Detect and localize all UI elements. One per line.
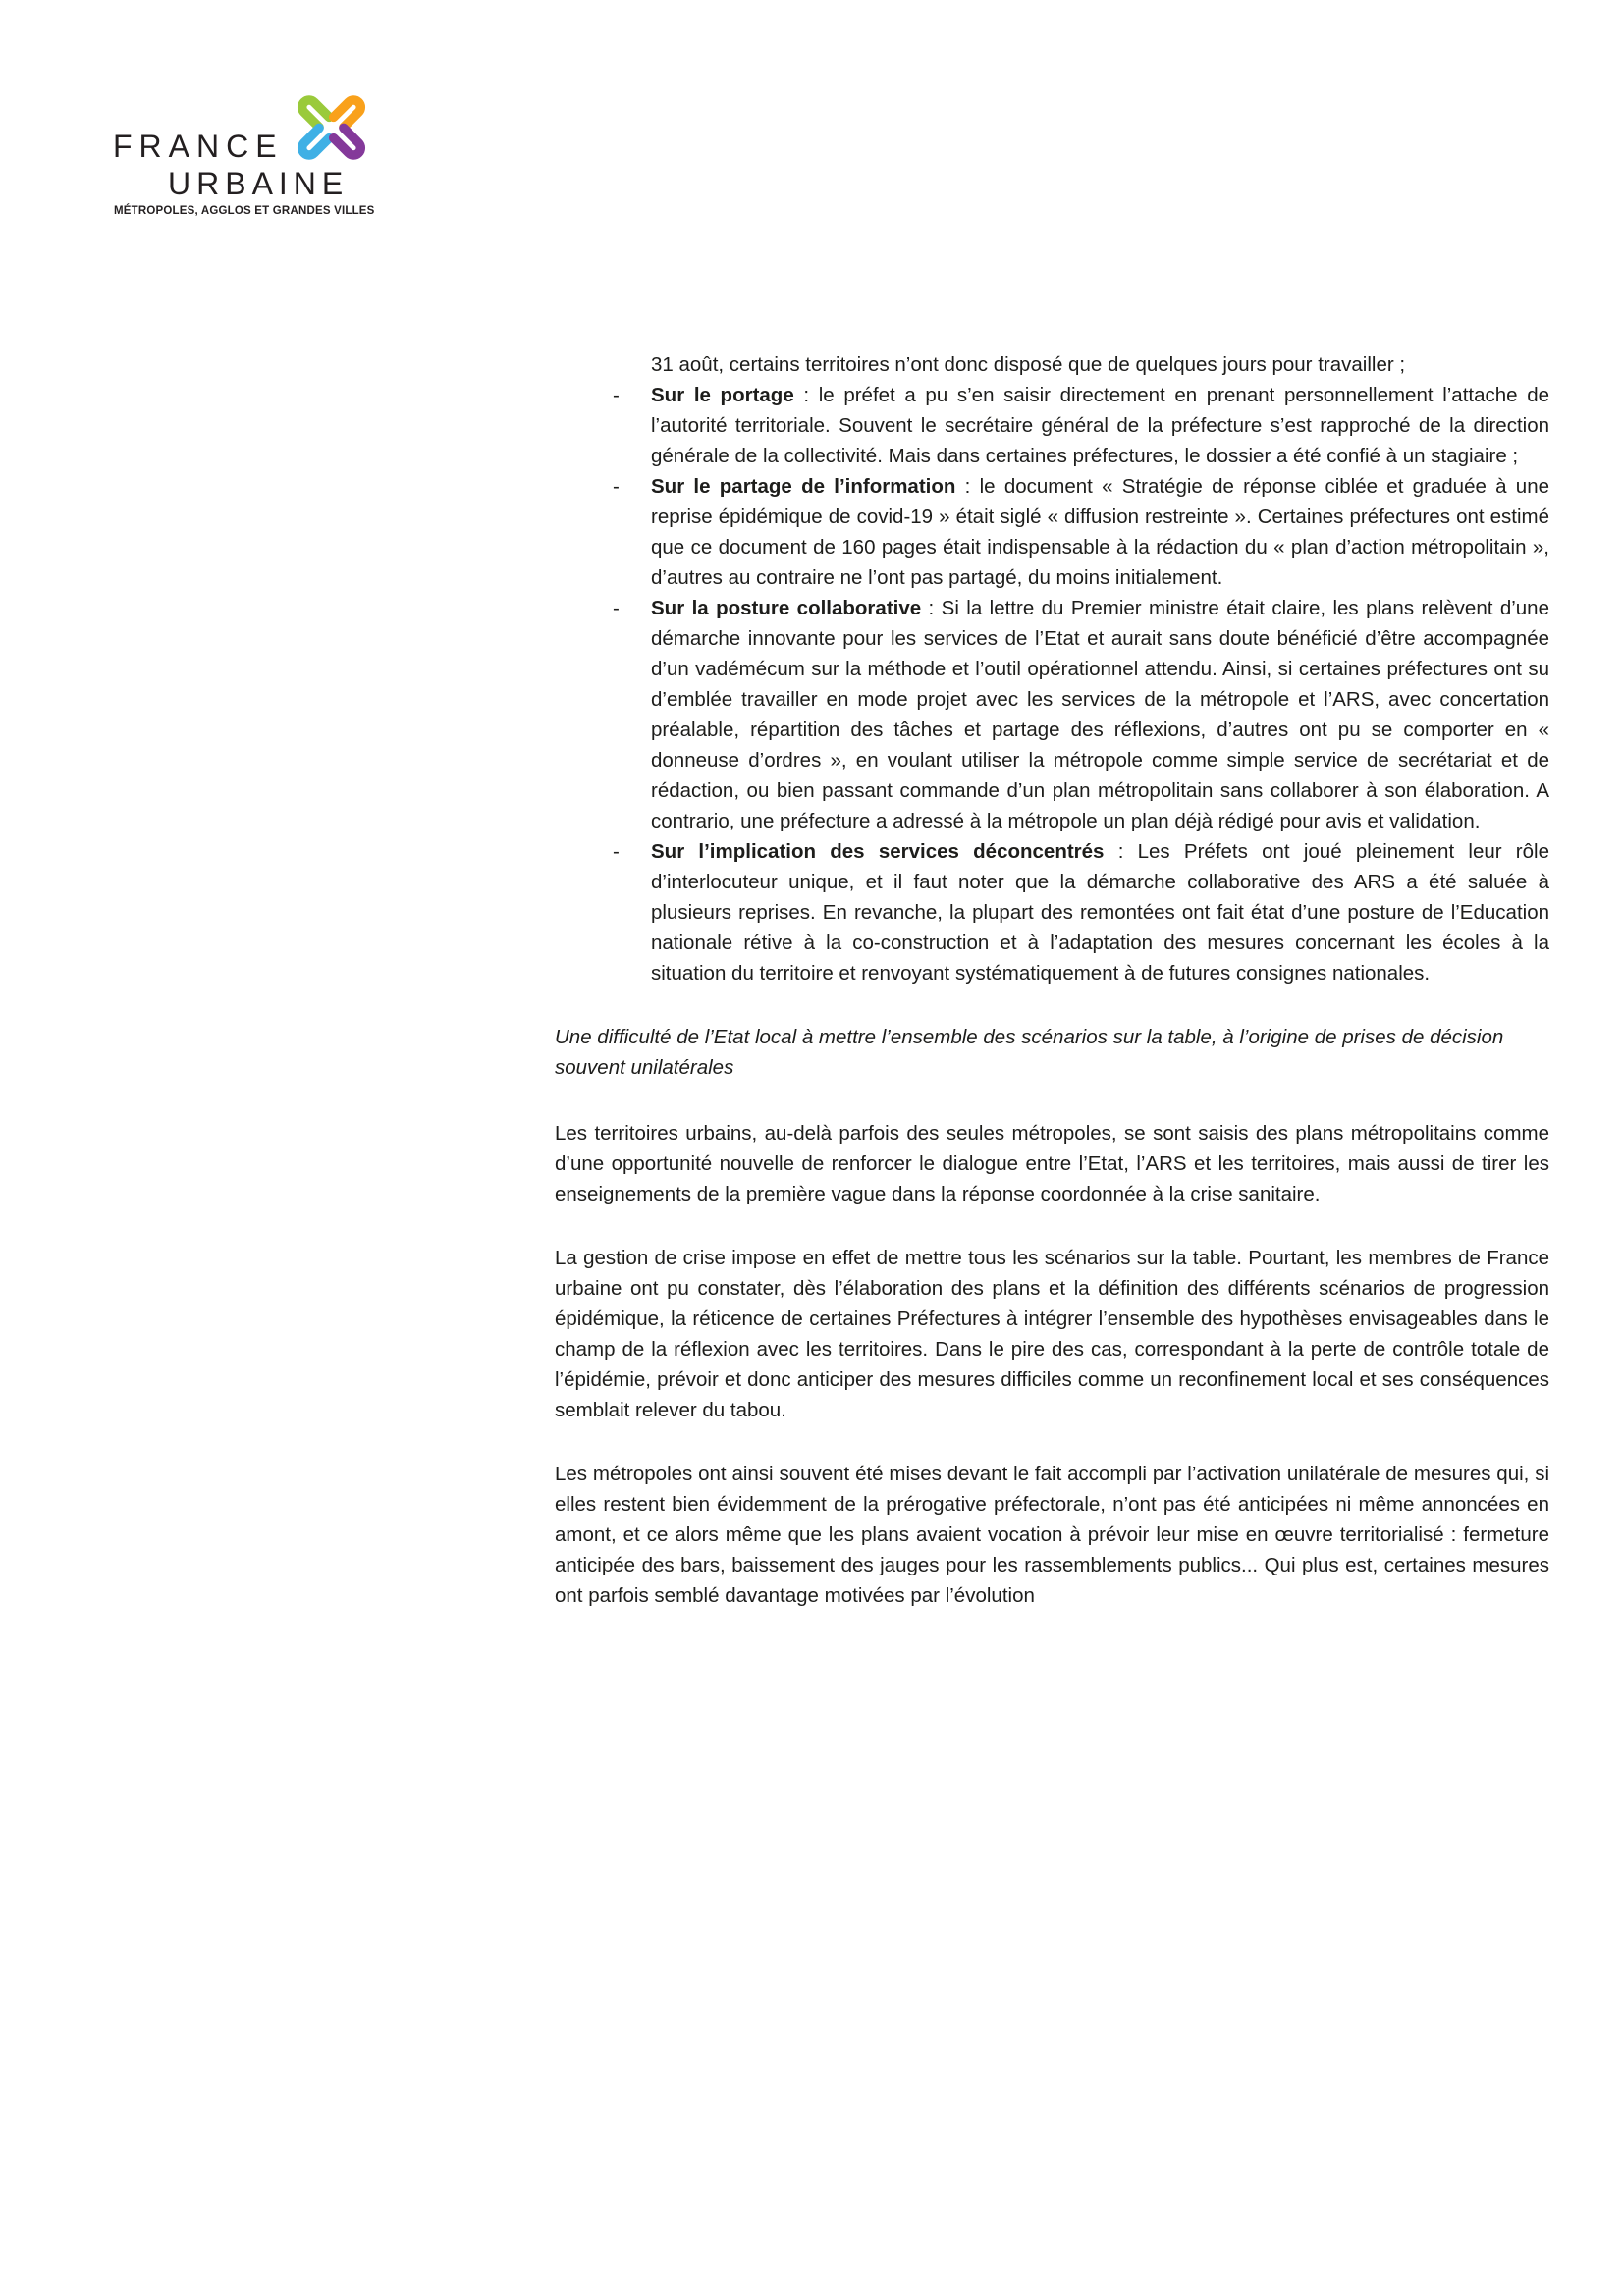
logo-knot-icon	[296, 93, 367, 162]
list-item-text: : le document « Stratégie de réponse ciblée et graduée à une reprise épidémique de covid-19 » était siglé « diffusion restreinte ». Certaines préfectures ont estimé que ce document de 160 pages était indispensable à la rédaction du « plan d’action métropolitain », d’autres au contraire ne l’ont pas partagé, du moins initialement.	[651, 475, 1549, 589]
list-item-partage-information	[555, 471, 1549, 593]
paragraph-territoires-urbains: Les territoires urbains, au-delà parfois des seules métropoles, se sont saisis des plans métropolitains comme d’une opportunité nouvelle de renforcer le dialogue entre l’Etat, l’ARS et les territoires, mais aussi de tirer les enseignements de la première vague dans la réponse coordonnée à la crise sanitaire.	[555, 1122, 1549, 1205]
knot-blue-loop	[302, 128, 330, 155]
list-item-portage	[555, 380, 1549, 471]
list-item-lead: Sur le partage de l’information	[651, 475, 956, 498]
list-item-lead: Sur la posture collaborative	[651, 597, 922, 619]
france-urbaine-logo	[113, 93, 374, 223]
list-item-text: 31 août, certains territoires n’ont donc disposé que de quelques jours pour travailler ;	[651, 353, 1406, 376]
list-item-text: : le préfet a pu s’en saisir directement en prenant personnellement l’attache de l’autorité territoriale. Souvent le secrétaire général de la préfecture s’est rapproché de la direction générale de la collectivité. Mais dans certaines préfectures, le dossier a été confié à un stagiaire ;	[651, 384, 1549, 467]
document-body	[555, 349, 1549, 1611]
list-item-continuation	[555, 349, 1549, 380]
knot-orange-loop	[334, 100, 361, 128]
logo-wordmark-france: FRANCE	[113, 129, 284, 164]
section-subheading: Une difficulté de l’Etat local à mettre l’ensemble des scénarios sur la table, à l’origine de prises de décision souvent unilatérales	[555, 1026, 1504, 1079]
knot-purple-loop	[334, 128, 361, 155]
list-item-lead: Sur le portage	[651, 384, 794, 406]
knot-green-loop	[302, 100, 330, 128]
paragraph-gestion-de-crise: La gestion de crise impose en effet de mettre tous les scénarios sur la table. Pourtant, les membres de France urbaine ont pu constater, dès l’élaboration des plans et la définition des différents scénarios de progression épidémique, la réticence de certaines Préfectures à intégrer l’ensemble des hypothèses envisageables dans le champ de la réflexion avec les territoires. Dans le pire des cas, correspondant à la perte de contrôle totale de l’épidémie, prévoir et donc anticiper des mesures difficiles comme un reconfinement local et ses conséquences semblait relever du tabou.	[555, 1247, 1549, 1421]
list-item-text: : Si la lettre du Premier ministre était claire, les plans relèvent d’une démarche innovante pour les services de l’Etat et aurait sans doute bénéficié d’être accompagnée d’un vadémécum sur la méthode et l’outil opérationnel attendu. Ainsi, si certaines préfectures ont su d’emblée travailler en mode projet avec les services de la métropole et l’ARS, avec concertation préalable, répartition des tâches et partage des réflexions, d’autres ont pu se comporter en « donneuse d’ordres », en voulant utiliser la métropole comme simple service de secrétariat et de rédaction, ou bien passant commande d’un plan métropolitain sans collaborer à son élaboration. A contrario, une préfecture a adressé à la métropole un plan déjà rédigé pour avis et validation.	[651, 597, 1549, 832]
paragraph-metropoles-fait-accompli: Les métropoles ont ainsi souvent été mises devant le fait accompli par l’activation unilatérale de mesures qui, si elles restent bien évidemment de la prérogative préfectorale, n’ont pas été anticipées ni même annoncées en amont, et ce alors même que les plans avaient vocation à prévoir leur mise en œuvre territorialisé : fermeture anticipée des bars, baissement des jauges pour les rassemblements publics... Qui plus est, certaines mesures ont parfois semblé davantage motivées par l’évolution	[555, 1463, 1549, 1607]
logo-tagline: MÉTROPOLES, AGGLOS ET GRANDES VILLES	[114, 205, 375, 217]
logo-wordmark-urbaine: URBAINE	[168, 166, 350, 201]
list-item-posture-collaborative	[555, 593, 1549, 836]
list-item-text: : Les Préfets ont joué pleinement leur rôle d’interlocuteur unique, et il faut noter que la démarche collaborative des ARS a été saluée à plusieurs reprises. En revanche, la plupart des remontées ont fait état d’une posture de l’Education nationale rétive à la co-construction et à l’adaptation des mesures concernant les écoles à la situation du territoire et renvoyant systématiquement à de futures consignes nationales.	[651, 840, 1549, 985]
list-item-services-deconcentres	[555, 836, 1549, 988]
list-item-lead: Sur l’implication des services déconcentrés	[651, 840, 1105, 863]
